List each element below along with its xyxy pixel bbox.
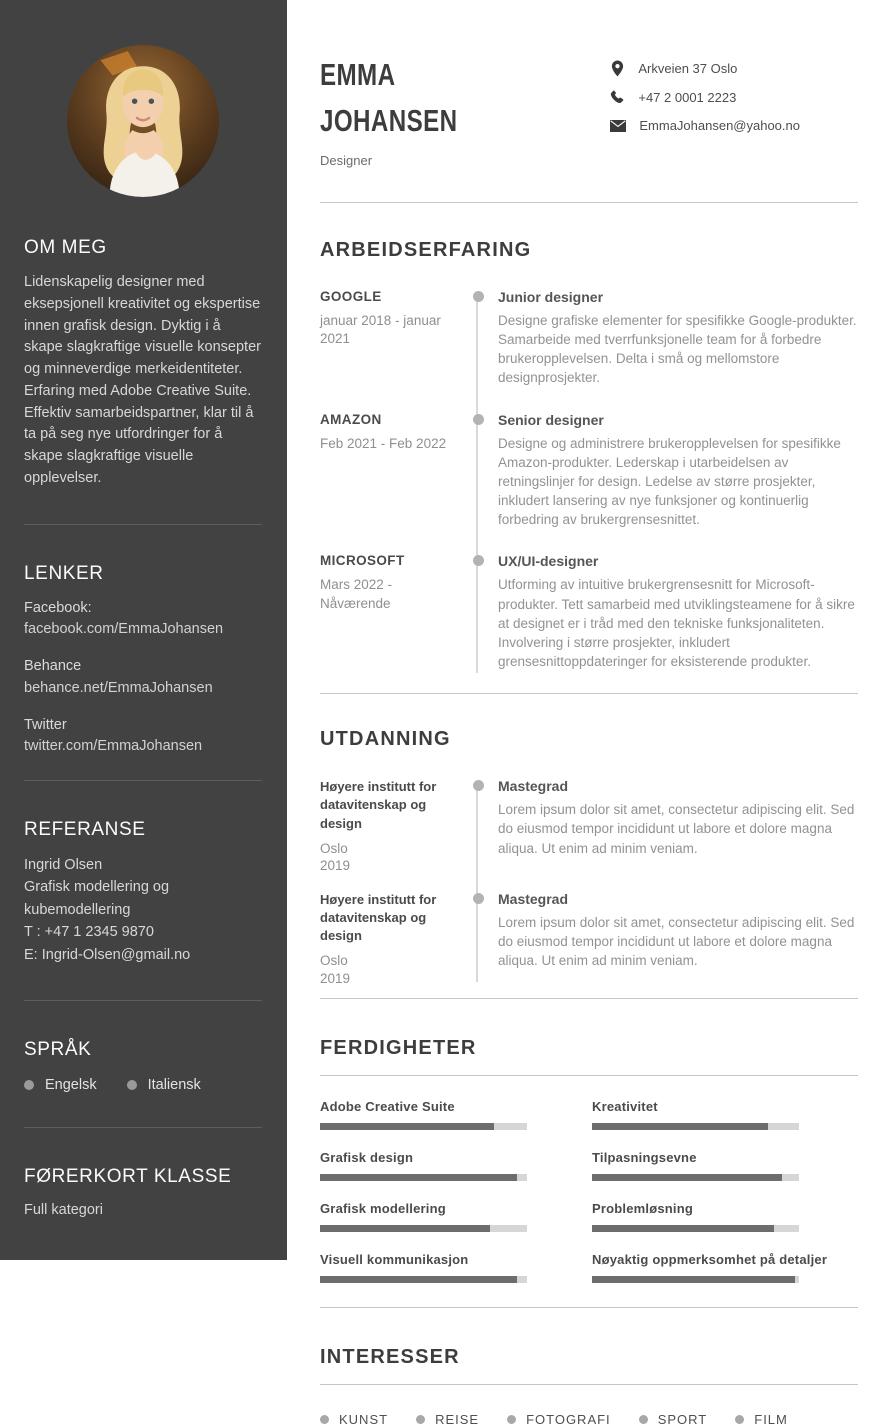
language-item (24, 1077, 97, 1093)
last-name: JOHANSEN (320, 103, 458, 138)
license-text: Full kategori (24, 1202, 103, 1219)
bullet-dot-icon (639, 1415, 648, 1424)
link-url-twitter[interactable]: twitter.com/EmmaJohansen (24, 738, 203, 755)
mail-icon (610, 120, 626, 132)
company-name: MICROSOFT (320, 553, 405, 569)
degree-description: Lorem ipsum dolor sit amet, consectetur adipiscing elit. Sed do eiusmod tempor incididunt ut labore et dolore magna aliqua. Ut enim ad minim veniam. (498, 802, 855, 856)
school-city: Oslo (320, 953, 348, 969)
skill-bar-track (320, 1123, 527, 1130)
job-title: Senior designer (498, 411, 604, 428)
sidebar-divider (24, 524, 262, 525)
interest-item (416, 1412, 479, 1427)
experience-title: ARBEIDSERFARING (320, 239, 532, 261)
school-year: 2019 (320, 858, 351, 874)
skill-bar-track (320, 1174, 527, 1181)
link-item-behance (24, 656, 262, 700)
job-description: Designe grafiske elementer for spesifikke Google-produkter. Samarbeide med tverrfunksjonelle team for å forbedre brukeropplevelsen. Delta i små og mellomstore designprosjekter. (498, 313, 857, 386)
section-divider (320, 1384, 858, 1385)
skill-item (592, 1251, 828, 1283)
bullet-dot-icon (127, 1080, 137, 1090)
section-divider (320, 1307, 858, 1308)
about-title: OM MEG (24, 237, 107, 258)
contact-block (610, 60, 800, 168)
interests-section (320, 1346, 858, 1427)
link-label: Twitter (24, 716, 67, 733)
sidebar (0, 0, 287, 1260)
experience-entry (320, 553, 858, 679)
skill-name: Nøyaktig oppmerksomhet på detaljer (592, 1251, 828, 1267)
skill-bar-track (320, 1225, 527, 1232)
about-section (24, 237, 262, 490)
interest-label: KUNST (339, 1411, 389, 1427)
contact-phone[interactable]: +47 2 0001 2223 (638, 90, 737, 105)
sidebar-divider (24, 780, 262, 781)
bullet-dot-icon (416, 1415, 425, 1424)
skill-bar-fill (592, 1276, 795, 1283)
language-label: Italiensk (147, 1077, 201, 1094)
bullet-dot-icon (507, 1415, 516, 1424)
contact-phone-row (610, 90, 800, 105)
language-label: Engelsk (45, 1077, 97, 1094)
skill-item (320, 1252, 527, 1283)
reference-name: Ingrid Olsen (24, 857, 103, 873)
skills-title: FERDIGHETER (320, 1036, 477, 1059)
skills-grid (320, 1099, 858, 1283)
phone-icon (610, 90, 625, 105)
skill-item (320, 1201, 527, 1232)
skill-bar-fill (320, 1123, 494, 1130)
work-period: Mars 2022 - Nåværende (320, 577, 393, 611)
license-title: FØRERKORT KLASSE (24, 1166, 232, 1188)
skill-bar-fill (592, 1225, 774, 1232)
bullet-dot-icon (320, 1415, 329, 1424)
location-pin-icon (610, 60, 625, 77)
experience-entry (320, 289, 858, 396)
skill-bar-track (320, 1276, 527, 1283)
education-entry (320, 778, 858, 875)
company-name: AMAZON (320, 411, 382, 427)
languages-section (24, 1039, 262, 1093)
company-name: GOOGLE (320, 289, 382, 304)
job-description: Designe og administrere brukeropplevelsen for spesifikke Amazon-produkter. Lederskap i utarbeidelsen av retningslinjer for design. Ledelse av større prosjekter, inkludert lansering av nye funksjoner og kontinuerlig forbedring av brukergrensesnittet. (498, 435, 841, 528)
interest-label: REISE (435, 1411, 480, 1427)
link-url-facebook[interactable]: facebook.com/EmmaJohansen (24, 621, 224, 638)
skill-item (592, 1099, 799, 1130)
contact-email[interactable]: EmmaJohansen@yahoo.no (639, 118, 800, 133)
sidebar-divider (24, 1127, 262, 1128)
skill-bar-fill (320, 1276, 517, 1283)
skill-name: Grafisk modellering (320, 1200, 446, 1216)
link-label: Behance (24, 658, 82, 674)
section-divider (320, 1075, 858, 1076)
skill-bar-track (592, 1174, 799, 1181)
link-url-behance[interactable]: behance.net/EmmaJohansen (24, 679, 213, 696)
skill-name: Problemløsning (592, 1200, 694, 1216)
work-period: Feb 2021 - Feb 2022 (320, 435, 447, 451)
education-title: UTDANNING (320, 728, 451, 751)
contact-address-row (610, 60, 800, 77)
contact-email-row (610, 118, 800, 133)
experience-section (320, 239, 858, 679)
job-description: Utforming av intuitive brukergrensesnitt for Microsoft-produkter. Tett samarbeid med utviklingsteamene for å sikre at designet er i tråd med den tekniske funksjonaliteten. Involvering i større prosjekter, inkludert grensesnittoppdateringer for eksisterende produkter. (498, 577, 855, 670)
education-timeline (320, 778, 858, 987)
interest-item (735, 1412, 788, 1427)
skill-bar-track (592, 1276, 799, 1283)
links-title: LENKER (24, 562, 104, 584)
sidebar-divider (24, 1000, 262, 1001)
interest-item (507, 1412, 611, 1427)
skill-item (592, 1201, 799, 1232)
reference-email[interactable]: E: Ingrid-Olsen@gmail.no (24, 946, 191, 963)
interests-list (320, 1412, 858, 1427)
link-item-facebook (24, 598, 262, 642)
section-divider (320, 998, 858, 999)
skill-bar-fill (320, 1174, 517, 1181)
portrait-illustration (67, 45, 219, 197)
skill-bar-track (592, 1225, 799, 1232)
language-item (127, 1077, 201, 1093)
interest-label: FILM (754, 1411, 788, 1427)
skill-item (592, 1150, 799, 1181)
school-city: Oslo (320, 840, 348, 856)
section-divider (320, 693, 858, 694)
skill-bar-track (592, 1123, 799, 1130)
interests-title: INTERESSER (320, 1345, 460, 1368)
skill-bar-fill (592, 1123, 768, 1130)
skill-item (320, 1099, 527, 1130)
section-divider (320, 202, 858, 203)
education-entry (320, 891, 858, 988)
skill-item (320, 1150, 527, 1181)
bullet-dot-icon (735, 1415, 744, 1424)
skill-bar-fill (592, 1174, 782, 1181)
reference-role: Grafisk modellering og kubemodellering (24, 879, 170, 918)
experience-timeline (320, 289, 858, 679)
interest-label: SPORT (657, 1411, 708, 1427)
skill-name: Visuell kommunikasjon (320, 1251, 469, 1267)
profile-photo (67, 45, 219, 197)
about-text: Lidenskapelig designer med eksepsjonell kreativitet og ekspertise innen grafisk design. Dyktig i å skape slagkraftige visuelle konsepter og minneverdige merkeidentiteter. Erfaring med Adobe Creative Suite. Effektiv samarbeidspartner, klar til å ta på seg nye utfordringer for å skape slagkraftige visuelle opplevelser. (24, 274, 261, 486)
link-label: Facebook: (24, 599, 92, 616)
interest-item (639, 1412, 708, 1427)
interest-label: FOTOGRAFI (526, 1411, 611, 1427)
links-section (24, 563, 262, 759)
education-section (320, 728, 858, 987)
skill-name: Adobe Creative Suite (320, 1098, 455, 1114)
contact-address: Arkveien 37 Oslo (638, 61, 738, 76)
experience-entry (320, 412, 858, 538)
license-section (24, 1166, 262, 1218)
name-block (320, 52, 496, 168)
first-name: EMMA (320, 57, 396, 92)
degree-title: Mastegrad (498, 778, 569, 795)
degree-title: Mastegrad (498, 890, 569, 907)
job-role: Designer (320, 153, 373, 168)
skill-name: Kreativitet (592, 1098, 658, 1114)
languages-title: SPRÅK (24, 1039, 92, 1061)
header (320, 52, 858, 168)
reference-phone[interactable]: T : +47 1 2345 9870 (24, 924, 154, 941)
bullet-dot-icon (24, 1080, 34, 1090)
reference-title: REFERANSE (24, 819, 146, 840)
reference-section (24, 819, 262, 966)
skills-section (320, 1037, 858, 1283)
skill-name: Grafisk design (320, 1149, 414, 1165)
job-title: Junior designer (498, 289, 604, 305)
job-title: UX/UI-designer (498, 553, 599, 570)
work-period: januar 2018 - januar 2021 (320, 313, 441, 347)
school-name: Høyere institutt for datavitenskap og design (320, 891, 437, 944)
degree-description: Lorem ipsum dolor sit amet, consectetur adipiscing elit. Sed do eiusmod tempor incididunt ut labore et dolore magna aliqua. Ut enim ad minim veniam. (498, 914, 855, 969)
school-name: Høyere institutt for datavitenskap og design (320, 779, 437, 831)
interest-item (320, 1412, 388, 1427)
main-content (287, 0, 894, 1427)
skill-name: Tilpasningsevne (592, 1149, 697, 1165)
school-year: 2019 (320, 970, 351, 986)
link-item-twitter (24, 715, 262, 759)
skill-bar-fill (320, 1225, 490, 1232)
